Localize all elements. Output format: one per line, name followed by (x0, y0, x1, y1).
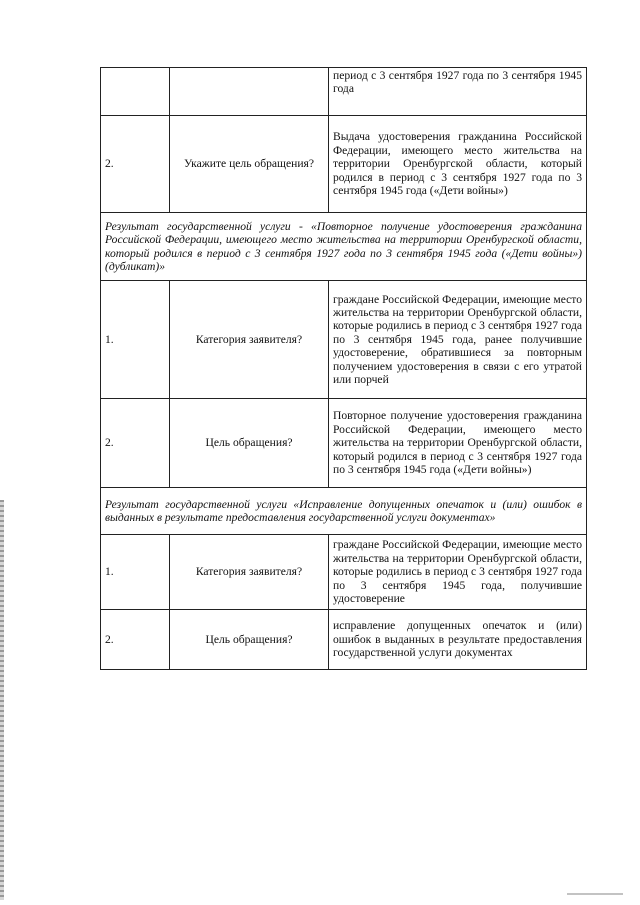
row-answer: граждане Российской Федерации, имеющие место жительства на территории Оренбургской области, которые родились в период с 3 сентября 1927 года по 3 сентября 1945 года, ранее получившие удостоверение, обратившиеся за повторным получением удостоверения в связи с его утратой или порчей (329, 281, 587, 399)
row-answer: Повторное получение удостоверения гражданина Российской Федерации, имеющего место жительства на территории Оренбургской области, который родился в период с 3 сентября 1927 года по 3 сентября 1945 года («Дети войны») (329, 399, 587, 488)
result-heading-row (101, 213, 587, 281)
row-answer: граждане Российской Федерации, имеющие место жительства на территории Оренбургской области, которые родились в период с 3 сентября 1927 года по 3 сентября 1945 года, получившие удостоверение (329, 535, 587, 610)
result-heading: Результат государственной услуги «Исправление допущенных опечаток и (или) ошибок в выданных в результате предоставления государственной услуги документах» (101, 488, 587, 535)
result-heading-row (101, 488, 587, 535)
row-number: 1. (101, 535, 170, 610)
row-number: 2. (101, 399, 170, 488)
row-number: 1. (101, 281, 170, 399)
table-row (101, 535, 587, 610)
row-question: Цель обращения? (170, 610, 329, 670)
row-question: Укажите цель обращения? (170, 116, 329, 213)
row-number (101, 68, 170, 116)
table-row (101, 399, 587, 488)
row-answer: исправление допущенных опечаток и (или) ошибок в выданных в результате предоставления государственной услуги документах (329, 610, 587, 670)
table-row (101, 281, 587, 399)
table-row (101, 68, 587, 116)
row-number: 2. (101, 116, 170, 213)
table-row (101, 610, 587, 670)
result-heading: Результат государственной услуги - «Повторное получение удостоверения гражданина Российской Федерации, имеющего место жительства на территории Оренбургской области, который родился в период с 3 сентября 1927 года по 3 сентября 1945 года («Дети войны») (дубликат)» (101, 213, 587, 281)
services-table (100, 67, 587, 670)
table-row (101, 116, 587, 213)
row-question (170, 68, 329, 116)
row-question: Цель обращения? (170, 399, 329, 488)
row-question: Категория заявителя? (170, 281, 329, 399)
row-answer: период с 3 сентября 1927 года по 3 сентября 1945 года (329, 68, 587, 116)
row-question: Категория заявителя? (170, 535, 329, 610)
row-answer: Выдача удостоверения гражданина Российской Федерации, имеющего место жительства на территории Оренбургской области, который родился в период с 3 сентября 1927 года по 3 сентября 1945 года («Дети войны») (329, 116, 587, 213)
row-number: 2. (101, 610, 170, 670)
scan-edge-shadow (0, 500, 4, 900)
scan-mark (567, 893, 623, 895)
